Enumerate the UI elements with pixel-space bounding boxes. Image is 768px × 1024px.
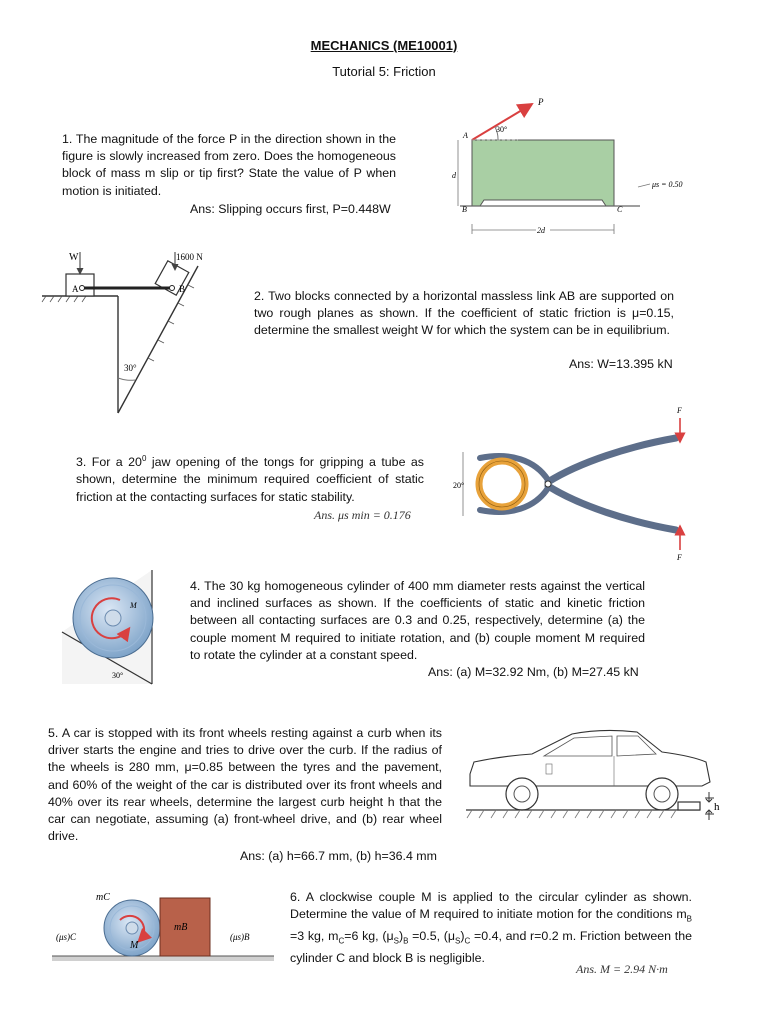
- problem-6-answer: Ans. M = 2.94 N·m: [576, 962, 668, 976]
- problem-3-text: 3. For a $20^0$ jaw opening of the tongs for gripping a tube as shown, determine the minimum required coefficient of static friction at the contacting surfaces for static stability.: [76, 454, 424, 504]
- force-p-arrow: [472, 104, 532, 140]
- label-m: M: [130, 601, 137, 610]
- problem-5-figure: [462, 722, 727, 826]
- label-angle: 30°: [124, 363, 137, 373]
- problem-1-figure: [440, 92, 730, 242]
- label-angle: 30°: [112, 671, 124, 680]
- problem-5-answer: Ans: (a) h=66.7 mm, (b) h=36.4 mm: [240, 849, 437, 863]
- label-p: P: [538, 97, 544, 107]
- label-h: h: [714, 801, 720, 813]
- car-body: [470, 730, 710, 786]
- problem-4-answer: Ans: (a) M=32.92 Nm, (b) M=27.45 kN: [428, 665, 639, 679]
- label-b: B: [179, 284, 186, 294]
- course-title: MECHANICS (ME10001): [310, 38, 458, 53]
- label-1600n: 1600 N: [176, 252, 203, 262]
- label-m: M: [130, 940, 139, 951]
- problem-6-text: 6. A clockwise couple M is applied to the circular cylinder as shown. Determine the value of M required to initiate motion for the conditions $m_B =3$ kg, $m_C=6$ kg, $(\mu_S)_B =0.5$, $(\mu_S)_C =0.4$, and r=0.2 m. Friction between the cylinder C and block B is negligible.: [290, 890, 692, 965]
- problem-3-answer: Ans. μs min = 0.176: [314, 508, 411, 522]
- problem-1-answer: Ans: Slipping occurs first, P=0.448W: [190, 202, 391, 216]
- curb: [678, 802, 700, 810]
- label-c: C: [617, 205, 623, 214]
- tutorial-title: Tutorial 5: Friction: [332, 64, 436, 79]
- label-f-bottom: F: [677, 553, 682, 562]
- problem-1-text: 1. The magnitude of the force P in the direction shown in the figure is slowly increased from zero. Does the homogeneous block of mass m slip or tip first? State the value of P when motion is initiated.: [62, 132, 396, 198]
- label-angle: 20°: [453, 481, 465, 490]
- label-mb: mB: [174, 922, 188, 933]
- label-mu-c: (μs)C: [56, 932, 77, 942]
- problem-2-answer: Ans: W=13.395 kN: [569, 357, 673, 371]
- problem-3-figure: [440, 402, 695, 564]
- problem-5-text: 5. A car is stopped with its front wheels resting against a curb when its driver starts the engine and tries to drive over the curb. If the radius of the wheels is 280 mm, μ=0.85 between the tyres and the pavement, and 60% of the weight of the car is distributed over its front wheels and 40% over its rear wheels, determine the largest curb height h that the car can negotiate, assuming (a) front-wheel drive, and (b) rear wheel drive.: [48, 726, 442, 844]
- problem-4-text: 4. The 30 kg homogeneous cylinder of 400 mm diameter rests against the vertical and inclined surfaces as shown. If the coefficients of static and kinetic friction between all contacting surfaces are 0.3 and 0.25, respectively, determine (a) the couple moment M required to initiate rotation, and (b) couple moment M required to rotate the cylinder at a constant speed.: [190, 579, 646, 662]
- label-a: A: [72, 284, 79, 294]
- label-angle: 30°: [496, 125, 508, 134]
- label-b: B: [462, 205, 467, 214]
- front-wheel: [646, 778, 678, 810]
- label-mu-b: (μs)B: [230, 932, 250, 942]
- problem-4-figure: [58, 566, 168, 686]
- label-f-top: F: [677, 406, 682, 415]
- label-d: d: [452, 171, 456, 180]
- label-mu: μs = 0.50: [652, 180, 683, 189]
- label-w: W: [69, 252, 79, 263]
- problem-2-text: 2. Two blocks connected by a horizontal massless link AB are supported on two rough planes as shown. If the coefficient of static friction is μ=0.15, determine the smallest weight W for which the system can be in equilibrium.: [254, 289, 674, 338]
- rear-wheel: [506, 778, 538, 810]
- label-2d: 2d: [537, 226, 545, 235]
- label-a: A: [463, 131, 468, 140]
- problem-2-figure: [40, 248, 230, 418]
- label-mc: mC: [96, 892, 110, 903]
- problem-6-figure: [50, 884, 280, 966]
- block: [472, 140, 614, 206]
- block-a: [66, 274, 94, 296]
